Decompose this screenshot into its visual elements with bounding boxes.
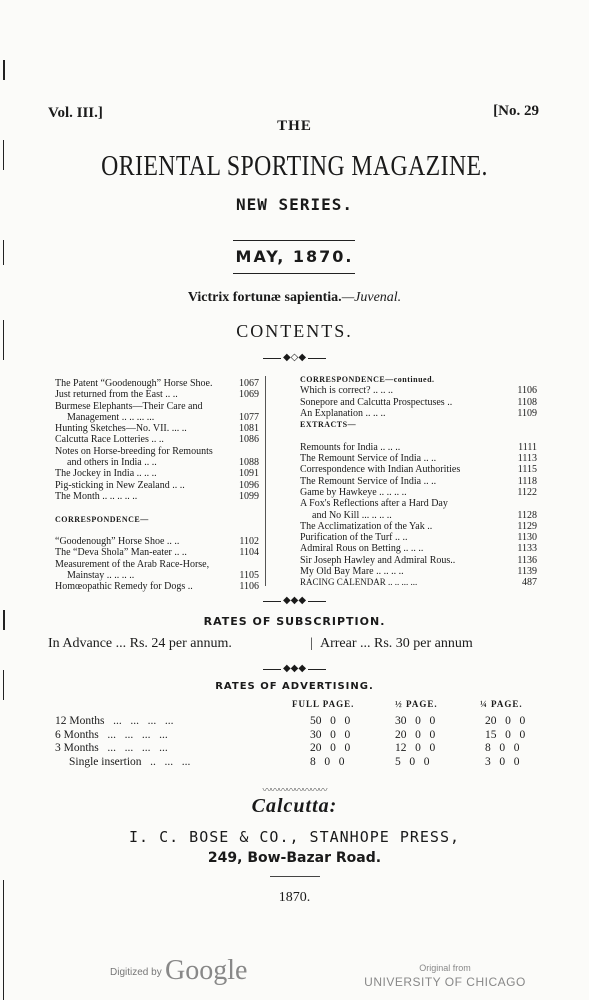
- contents-entry: [55, 412, 259, 423]
- advertising-rows: [55, 715, 545, 769]
- contents-entry: [55, 559, 259, 570]
- col-quarter-page: ¼ PAGE.: [480, 699, 523, 709]
- entry-page: 1086: [239, 434, 259, 446]
- entry-title: Notes on Horse-breeding for Remounts: [55, 445, 213, 457]
- quarter-page-rate: 8 0 0: [485, 742, 520, 754]
- quarter-page-rate: 15 0 0: [485, 728, 526, 741]
- contents-entry: [55, 468, 259, 479]
- entry-title: and No Kill ... .. .. ..: [312, 509, 392, 521]
- entry-title: Management .. .. ... ...: [67, 411, 155, 423]
- entry-page: 1088: [239, 457, 259, 469]
- entry-title: Sir Joseph Hawley and Admiral Rous..: [300, 554, 456, 566]
- entry-title: The Month .. .. .. .. ..: [55, 490, 138, 502]
- row-label: 3 Months ... ... ... ...: [55, 742, 168, 754]
- entry-title: Pig-sticking in New Zealand .. ..: [55, 479, 185, 491]
- subscription-heading: RATES OF SUBSCRIPTION.: [203, 615, 386, 628]
- entry-title: An Explanation .. .. ..: [300, 407, 386, 419]
- contents-entry: [300, 419, 537, 430]
- contents-entry: [300, 453, 537, 464]
- entry-page: 1133: [517, 543, 537, 555]
- entry-title: The Acclimatization of the Yak ..: [300, 520, 433, 532]
- subscription-advance: In Advance ... Rs. 24 per annum.: [48, 636, 232, 651]
- entry-page: 1081: [239, 423, 259, 435]
- entry-page: 1139: [517, 566, 537, 578]
- contents-entry: [300, 532, 537, 543]
- issue-number: [No. 29: [493, 103, 539, 119]
- date-rule-bottom: [233, 273, 355, 274]
- imprint-city: Calcutta:: [251, 795, 338, 817]
- entry-title: Just returned from the East .. ..: [55, 389, 178, 401]
- contents-entry: [300, 430, 537, 441]
- advertising-table: [55, 699, 545, 769]
- entry-page: 1129: [517, 520, 537, 532]
- original-from-label: Original from: [419, 963, 471, 973]
- half-page-rate: 12 0 0: [395, 742, 436, 754]
- ornament-divider: ◆◆◆: [0, 664, 589, 674]
- entry-title: EXTRACTS—: [300, 420, 357, 430]
- ornament-divider: ◆◇◆: [0, 353, 589, 363]
- entry-page: 1069: [239, 389, 259, 401]
- issue-date: MAY, 1870.: [235, 247, 354, 266]
- contents-right-column: [300, 374, 537, 589]
- entry-title: Measurement of the Arab Race-Horse,: [55, 558, 210, 570]
- volume-number: Vol. III.]: [48, 105, 103, 121]
- row-label: 6 Months ... ... ... ...: [55, 728, 168, 741]
- entry-page: 487: [522, 577, 537, 589]
- column-divider: [265, 376, 266, 586]
- contents-entry: [300, 408, 537, 419]
- contents-entry: [55, 525, 259, 536]
- entry-title: The Remount Service of India .. ..: [300, 453, 437, 465]
- series-label: NEW SERIES.: [236, 195, 353, 214]
- motto-author: —Juvenal.: [341, 290, 402, 305]
- entry-page: 1136: [517, 554, 537, 566]
- contents-entry: [55, 389, 259, 400]
- entry-title: Homœopathic Remedy for Dogs ..: [55, 581, 193, 593]
- entry-title: My Old Bay Mare .. .. .. ..: [300, 566, 404, 578]
- contents-entry: [300, 476, 537, 487]
- advertising-row: [55, 729, 545, 743]
- entry-page: 1115: [517, 464, 537, 476]
- entry-title: Correspondence with Indian Authorities: [300, 464, 461, 476]
- row-label: Single insertion .. ... ...: [69, 755, 191, 768]
- contents-entry: [300, 385, 537, 396]
- half-page-rate: 5 0 0: [395, 755, 430, 768]
- entry-title: The “Deva Shola” Man-eater .. ..: [55, 547, 187, 559]
- entry-title: Remounts for India .. .. ..: [300, 441, 401, 453]
- col-half-page: ½ PAGE.: [395, 699, 438, 709]
- full-page-rate: 30 0 0: [310, 728, 351, 741]
- digitized-by-label: Digitized by: [110, 967, 162, 978]
- entry-page: 1077: [239, 411, 259, 423]
- entry-page: 1099: [239, 490, 259, 502]
- subscription-arrear: Arrear ... Rs. 30 per annum: [320, 636, 473, 651]
- entry-title: “Goodenough” Horse Shoe .. ..: [55, 536, 180, 548]
- imprint-address: 249, Bow-Bazar Road.: [207, 850, 382, 866]
- entry-title: Hunting Sketches—No. VII. ... ..: [55, 423, 187, 435]
- entry-page: 1122: [517, 486, 537, 498]
- entry-title: and others in India .. ..: [67, 457, 157, 469]
- entry-title: RACING CALENDAR .. .. ... ...: [300, 577, 418, 588]
- entry-title: Sonepore and Calcutta Prospectuses ..: [300, 396, 453, 408]
- entry-title: A Fox's Reflections after a Hard Day: [300, 498, 448, 510]
- entry-page: 1108: [517, 396, 537, 408]
- motto: [0, 290, 589, 306]
- contents-entry: [300, 577, 537, 588]
- contents-entry: [300, 498, 537, 509]
- entry-page: 1106: [517, 385, 537, 397]
- contents-entry: [300, 374, 537, 385]
- entry-title: The Jockey in India .. .. ..: [55, 468, 157, 480]
- scan-edge-mark: [3, 140, 4, 170]
- entry-title: Admiral Rous on Betting .. .. ..: [300, 543, 424, 555]
- library-name: UNIVERSITY OF CHICAGO: [364, 975, 526, 989]
- contents-entry: [55, 457, 259, 468]
- half-page-rate: 30 0 0: [395, 715, 436, 727]
- contents-entry: [300, 397, 537, 408]
- contents-entry: [300, 566, 537, 577]
- motto-text: Victrix fortunæ sapientia.: [187, 290, 342, 305]
- google-logo: Google: [165, 955, 248, 986]
- entry-title: Burmese Elephants—Their Care and: [55, 400, 203, 412]
- contents-heading: CONTENTS.: [236, 321, 353, 341]
- entry-title: The Patent “Goodenough” Horse Shoe.: [55, 378, 213, 389]
- wavy-divider: 〰〰〰〰〰〰〰〰: [262, 785, 327, 795]
- advertising-row: [55, 742, 545, 756]
- magazine-title: ORIENTAL SPORTING MAGAZINE.: [101, 150, 488, 182]
- quarter-page-rate: 3 0 0: [485, 755, 520, 768]
- advertising-row: [55, 715, 545, 729]
- entry-page: 1118: [517, 475, 537, 487]
- entry-page: 1111: [518, 441, 537, 453]
- full-page-rate: 8 0 0: [310, 755, 345, 768]
- imprint-year: 1870.: [278, 890, 311, 905]
- entry-page: 1096: [239, 479, 259, 491]
- contents-entry: [55, 502, 259, 513]
- contents-left-column: [55, 378, 259, 593]
- title-article: THE: [277, 118, 312, 134]
- contents-entry: [55, 514, 259, 525]
- contents-entry: [55, 536, 259, 547]
- ornament-divider: ◆◆◆: [0, 596, 589, 606]
- col-full-page: FULL PAGE.: [292, 699, 355, 709]
- scan-edge-mark: [3, 60, 5, 80]
- contents-entry: [55, 423, 259, 434]
- contents-entry: [55, 401, 259, 412]
- contents-entry: [300, 510, 537, 521]
- half-page-rate: 20 0 0: [395, 728, 436, 741]
- full-page-rate: 20 0 0: [310, 742, 351, 754]
- entry-page: 1113: [517, 453, 537, 465]
- advertising-header-row: [55, 699, 545, 715]
- entry-page: 1102: [239, 536, 259, 548]
- contents-entry: [55, 434, 259, 445]
- entry-title: Purification of the Turf .. ..: [300, 532, 408, 544]
- contents-entry: [300, 555, 537, 566]
- entry-title: CORRESPONDENCE—: [55, 514, 149, 524]
- row-label: 12 Months ... ... ... ...: [55, 715, 174, 727]
- contents-entry: [55, 480, 259, 491]
- subscription-separator: |: [310, 636, 313, 651]
- contents-entry: [55, 570, 259, 581]
- contents-entry: [300, 464, 537, 475]
- entry-page: 1104: [239, 547, 259, 559]
- contents-entry: [300, 442, 537, 453]
- imprint-rule: [270, 876, 320, 877]
- entry-title: Calcutta Race Lotteries .. ..: [55, 434, 164, 446]
- entry-title: Mainstay .. .. .. ..: [67, 570, 135, 582]
- entry-page: 1105: [239, 570, 259, 582]
- entry-title: Game by Hawkeye .. .. .. ..: [300, 486, 407, 498]
- contents-entry: [300, 487, 537, 498]
- entry-page: 1106: [239, 581, 259, 593]
- entry-page: 1109: [517, 407, 537, 419]
- contents-entry: [55, 378, 259, 389]
- quarter-page-rate: 20 0 0: [485, 715, 526, 727]
- entry-title: CORRESPONDENCE—continued.: [300, 375, 435, 384]
- entry-page: 1091: [239, 468, 259, 480]
- advertising-row: [55, 756, 545, 770]
- entry-page: 1067: [239, 378, 259, 389]
- entry-title: The Remount Service of India .. ..: [300, 475, 437, 487]
- contents-entry: [55, 547, 259, 558]
- entry-title: Which is correct? .. .. ..: [300, 385, 394, 397]
- contents-entry: [300, 543, 537, 554]
- full-page-rate: 50 0 0: [310, 715, 351, 727]
- contents-entry: [55, 581, 259, 592]
- contents-entry: [55, 446, 259, 457]
- entry-page: 1128: [517, 509, 537, 521]
- imprint-publisher: I. C. BOSE & CO., STANHOPE PRESS,: [128, 828, 460, 846]
- advertising-heading: RATES OF ADVERTISING.: [215, 681, 374, 692]
- date-rule-top: [233, 240, 355, 241]
- entry-page: 1130: [517, 532, 537, 544]
- contents-entry: [300, 521, 537, 532]
- contents-entry: [55, 491, 259, 502]
